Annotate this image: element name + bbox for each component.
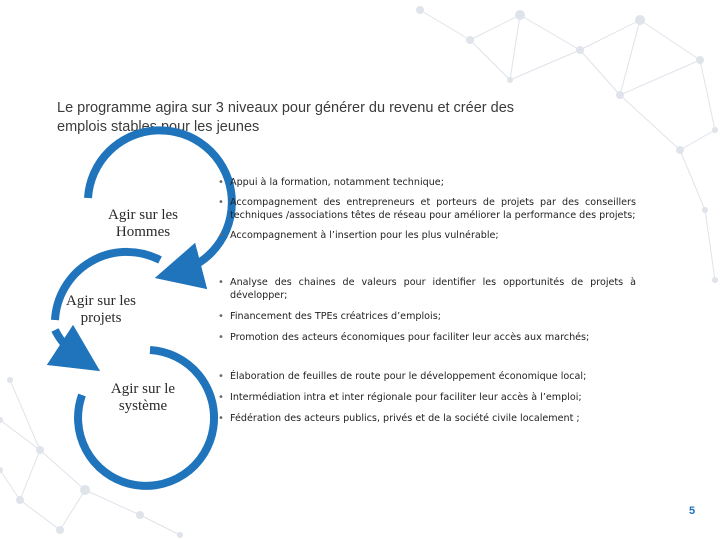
bullets-projets	[218, 276, 636, 344]
bullet-item: • Promotion des acteurs économiques pour faciliter leur accès aux marchés;	[218, 331, 636, 344]
level-label-hommes: Agir sur les Hommes	[108, 207, 178, 240]
bullet-item: • Élaboration de feuilles de route pour le développement économique local;	[218, 370, 636, 383]
page-number: 5	[689, 505, 696, 517]
level-label-systeme: Agir sur le système	[110, 381, 176, 414]
cycle-arrow-3	[78, 350, 214, 486]
level-label-projets: Agir sur les projets	[66, 293, 136, 326]
bullet-item: • Analyse des chaines de valeurs pour identifier les opportunités de projets à développer;	[218, 276, 636, 302]
bullet-item: • Accompagnement des entrepreneurs et porteurs de projets par des conseillers techniques /associations têtes de réseau pour améliorer la performance des projets;	[218, 196, 636, 222]
bullet-item: • Accompagnement à l’insertion pour les plus vulnérable;	[218, 229, 636, 242]
cycle-arrow-2b	[55, 330, 80, 358]
bullet-item: • Financement des TPEs créatrices d’emplois;	[218, 310, 636, 323]
bullet-item: • Appui à la formation, notamment technique;	[218, 176, 636, 189]
bullets-systeme	[218, 370, 636, 425]
bullets-hommes	[218, 176, 636, 242]
bullet-item: • Intermédiation intra et inter régionale pour faciliter leur accès à l’emploi;	[218, 391, 636, 404]
slide-title: Le programme agira sur 3 niveaux pour générer du revenu et créer des emplois stables pour les jeunes	[57, 100, 515, 135]
bullet-item: • Fédération des acteurs publics, privés et de la société civile localement ;	[218, 412, 636, 425]
